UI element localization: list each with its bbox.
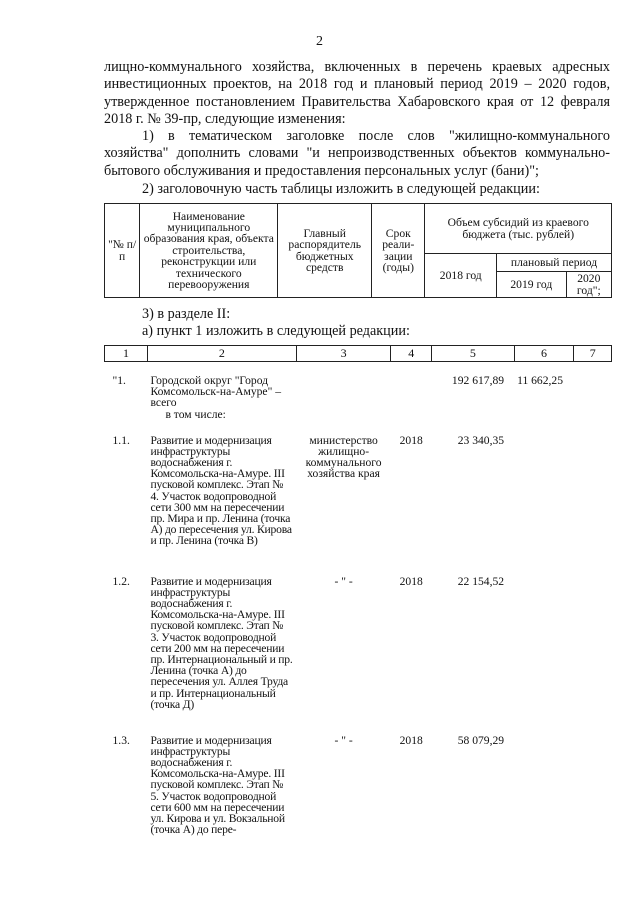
section-item-3: 3) в разделе II: — [142, 306, 231, 322]
row-number: 1.1. — [112, 433, 130, 447]
row-distributor: министерство жилищно-коммунального хозяйства края — [305, 433, 382, 481]
row-name: Городской округ "Город Комсомольск-на-Амуре" – всего — [150, 374, 282, 410]
column-number: 6 — [514, 346, 574, 362]
change-item-2: 2) заголовочную часть таблицы изложить в следующей редакции: — [142, 181, 540, 197]
row-term — [391, 409, 432, 435]
row-term: 2018 — [399, 733, 423, 747]
section-item-3a: а) пункт 1 изложить в следующей редакции: — [142, 323, 410, 339]
header-col-volume: Объем субсидий из краевого бюджета (тыс. рублей) — [425, 204, 612, 254]
row-name: Развитие и модернизация инфраструктуры водоснабжения г. Комсомольска-на-Амуре. III пусковой комплекс. Этап № 3. Участок водопроводной сети 200 мм на пересечении пр. Интернациональный и пр. Ленина (точка А) до пересечения ул. Аллея Труда и пр. Интернациональный (точка Д) — [150, 574, 293, 711]
column-number: 3 — [296, 346, 390, 362]
row-distributor: - " - — [334, 574, 353, 588]
column-number: 2 — [147, 346, 296, 362]
row-name: в том числе: — [165, 407, 226, 421]
row-number: "1. — [112, 374, 126, 387]
row-value-2018: 192 617,89 — [451, 374, 505, 387]
header-col-2020: 2020 год"; — [566, 272, 611, 298]
row-value-2018: 22 154,52 — [457, 574, 505, 588]
row-value-2020 — [574, 576, 612, 735]
change-item-1: 1) в тематическом заголовке после слов "жилищно-коммунального хозяйства" дополнить словами "и непроизводственных объектов коммунально-бытового обслуживания и предоставления персональных услуг (бани)"; — [104, 128, 610, 179]
table-row — [105, 362, 612, 409]
row-value-2019 — [514, 409, 574, 435]
page-number: 2 — [316, 34, 323, 49]
header-col-name: Наименование муниципального образования края, объекта строительства, реконструкции или технического перевооружения — [140, 204, 278, 298]
table-column-numbers — [105, 346, 612, 362]
header-col-plan: плановый период — [497, 254, 612, 272]
column-number: 5 — [432, 346, 515, 362]
row-value-2019 — [514, 576, 574, 735]
row-term: 2018 — [399, 574, 423, 588]
table-row — [105, 409, 612, 435]
row-name: Развитие и модернизация инфраструктуры водоснабжения г. Комсомольска-на-Амуре. III пусковой комплекс. Этап № 4. Участок водопроводной сети 300 мм на пересечении пр. Мира и пр. Ленина (точка А) до пересечения ул. Кирова и пр. Ленина (точка В) — [150, 433, 292, 548]
row-value-2018: 58 079,29 — [457, 733, 505, 747]
row-term: 2018 — [399, 433, 423, 447]
row-distributor — [296, 362, 390, 409]
row-value-2019 — [514, 435, 574, 576]
row-value-2018 — [432, 409, 515, 435]
intro-paragraph: лищно-коммунального хозяйства, включенных в перечень краевых адресных инвестиционных проектов, на 2018 год и плановый период 2019 – 2020 годов, утвержденное постановлением Правительства Хабаровского края от 12 февраля 2018 г. № 39-пр, следующие изменения: — [104, 59, 610, 128]
row-value-2020 — [574, 409, 612, 435]
header-col-2018: 2018 год — [425, 254, 497, 298]
row-value-2019 — [514, 735, 574, 847]
row-distributor — [296, 409, 390, 435]
header-table — [104, 203, 612, 298]
row-value-2020 — [574, 735, 612, 847]
row-number: 1.3. — [112, 733, 130, 747]
main-table — [104, 345, 612, 847]
table-row — [105, 735, 612, 847]
row-name: Развитие и модернизация инфраструктуры водоснабжения г. Комсомольска-на-Амуре. III пусковой комплекс. Этап № 5. Участок водопроводной сети 600 мм на пересечении ул. Кирова и ул. Вокзальной (точка А) до пере- — [150, 733, 285, 837]
row-value-2020 — [574, 435, 612, 576]
column-number: 1 — [105, 346, 148, 362]
header-col-2019: 2019 год — [497, 272, 567, 298]
row-term — [391, 362, 432, 409]
row-value-2018: 23 340,35 — [457, 433, 505, 447]
row-number: 1.2. — [112, 574, 130, 588]
table-row — [105, 435, 612, 576]
column-number: 4 — [391, 346, 432, 362]
header-col-term: Срок реали-зации (годы) — [372, 204, 425, 298]
row-distributor: - " - — [334, 733, 353, 747]
row-value-2020 — [574, 362, 612, 409]
row-number — [105, 409, 148, 435]
header-col-distributor: Главный распорядитель бюджетных средств — [278, 204, 372, 298]
row-value-2019: 11 662,25 — [517, 374, 564, 387]
table-row — [105, 576, 612, 735]
column-number: 7 — [574, 346, 612, 362]
header-col-no: "№ п/п — [105, 204, 140, 298]
